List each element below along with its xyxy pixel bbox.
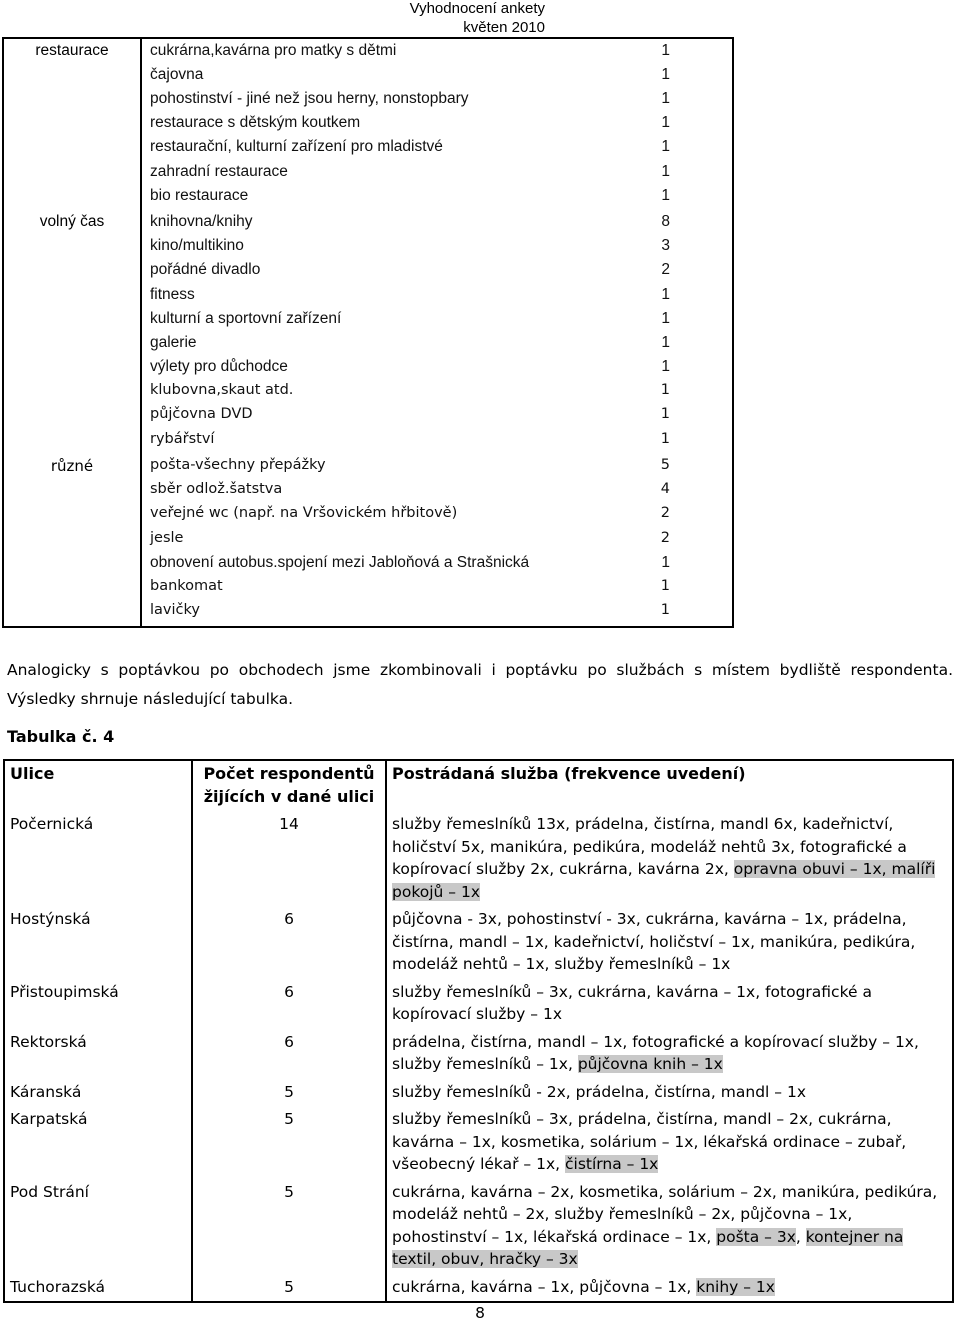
- table-row: [4, 1106, 953, 1179]
- table-row: [4, 906, 953, 979]
- service-text: půjčovna - 3x, pohostinství - 3x, cukrárna, kavárna – 1x, prádelna, čistírna, mandl – 1x, kadeřnictví, holičství – 1x, manikúra, pedikúra, modeláž nehtů – 1x, služby řemeslníků – 1x: [392, 910, 916, 973]
- services-table-2: [3, 759, 954, 1303]
- table-row: [150, 163, 670, 187]
- highlighted-service: pošta – 3x: [716, 1227, 796, 1246]
- table-row: [150, 334, 670, 358]
- respondent-count: 6: [192, 1029, 386, 1079]
- service-name: zahradní restaurace: [150, 163, 288, 180]
- table-caption: Tabulka č. 4: [7, 727, 115, 746]
- service-text: cukrárna, kavárna – 1x, půjčovna – 1x,: [392, 1277, 697, 1296]
- table-row: [150, 187, 670, 211]
- table-row: [150, 42, 670, 66]
- service-name: klubovna,skaut atd.: [150, 382, 294, 398]
- service-count: 1: [661, 358, 670, 375]
- service-count: 3: [661, 237, 670, 254]
- highlighted-service: knihy – 1x: [696, 1277, 775, 1296]
- respondent-count: 5: [192, 1274, 386, 1303]
- street-name: Počernická: [4, 811, 192, 906]
- table-row: [150, 138, 670, 162]
- table-header-row: [4, 760, 953, 811]
- table-row: [150, 457, 670, 481]
- service-name: jesle: [150, 530, 184, 546]
- street-name: Přistoupimská: [4, 979, 192, 1029]
- table-row: [150, 406, 670, 430]
- service-count: 8: [661, 213, 670, 230]
- table-row: [150, 261, 670, 285]
- service-count: 1: [661, 286, 670, 303]
- service-count: 4: [660, 481, 670, 497]
- service-text: ,: [795, 1227, 806, 1246]
- service-count: 1: [661, 42, 670, 59]
- table-row: [150, 431, 670, 455]
- service-count: 1: [660, 382, 670, 398]
- highlighted-service: kontejner na textil, obuv, hračky – 3x: [392, 1227, 904, 1268]
- table-row: [150, 213, 670, 237]
- respondent-count: 5: [192, 1106, 386, 1179]
- table-row: [4, 811, 953, 906]
- category-label: volný čas: [39, 213, 105, 230]
- header-date: květen 2010: [463, 19, 545, 36]
- service-name: knihovna/knihy: [150, 213, 253, 230]
- table-row: [150, 66, 670, 90]
- missing-services: [386, 1274, 953, 1303]
- service-count: 2: [660, 505, 670, 521]
- service-name: veřejné wc (např. na Vršovickém hřbitově): [150, 505, 458, 521]
- table-row: [150, 505, 670, 529]
- table-row: [150, 382, 670, 406]
- service-count: 2: [661, 261, 670, 278]
- table-row: [150, 530, 670, 554]
- table-row: [150, 358, 670, 382]
- service-name: sběr odlož.šatstva: [150, 481, 283, 497]
- table-row: [4, 1029, 953, 1079]
- service-name: čajovna: [150, 66, 204, 83]
- service-text: služby řemeslníků – 3x, cukrárna, kavárna – 1x, fotografické a kopírovací služby – 1x: [392, 982, 872, 1023]
- service-name: pořádné divadlo: [150, 261, 261, 278]
- service-name: pošta-všechny přepážky: [150, 457, 326, 473]
- service-name: obnovení autobus.spojení mezi Jabloňová a Strašnická: [150, 554, 530, 571]
- service-count: 2: [660, 530, 670, 546]
- missing-services: [386, 979, 953, 1029]
- service-name: bankomat: [150, 578, 223, 594]
- service-count: 1: [660, 406, 670, 422]
- services-table-1: [2, 37, 734, 628]
- table-row: [4, 1079, 953, 1107]
- service-name: restaurační, kulturní zařízení pro mladistvé: [150, 138, 443, 155]
- service-count: 1: [661, 138, 670, 155]
- street-name: Rektorská: [4, 1029, 192, 1079]
- service-name: galerie: [150, 334, 197, 351]
- service-name: pohostinství - jiné než jsou herny, nonstopbary: [150, 90, 469, 107]
- service-name: restaurace s dětským koutkem: [150, 114, 361, 131]
- table-row: [150, 554, 670, 578]
- missing-services: [386, 1079, 953, 1107]
- header-street: Ulice: [4, 760, 192, 811]
- service-name: výlety pro důchodce: [150, 358, 288, 375]
- service-count: 1: [661, 66, 670, 83]
- highlighted-service: čistírna – 1x: [565, 1155, 659, 1173]
- missing-services: [386, 1029, 953, 1079]
- table-row: [150, 237, 670, 261]
- service-text: služby řemeslníků - 2x, prádelna, čistírna, mandl – 1x: [392, 1082, 806, 1101]
- service-count: 1: [660, 578, 670, 594]
- header-respondents: Počet respondentů žijících v dané ulici: [192, 760, 386, 811]
- service-count: 1: [661, 90, 670, 107]
- table-row: [150, 481, 670, 505]
- service-name: kulturní a sportovní zařízení: [150, 310, 342, 327]
- service-count: 1: [661, 334, 670, 351]
- table-row: [150, 578, 670, 602]
- respondent-count: 5: [192, 1179, 386, 1274]
- street-name: Pod Strání: [4, 1179, 192, 1274]
- intro-paragraph: Analogicky s poptávkou po obchodech jsme zkombinovali i poptávku po službách s místem bydliště respondenta. Výsledky shrnuje následující tabulka.: [7, 661, 953, 708]
- highlighted-service: opravna obuvi – 1x, malíři pokojů – 1x: [392, 860, 936, 901]
- table-row: [4, 979, 953, 1029]
- service-name: fitness: [150, 286, 195, 303]
- street-name: Karpatská: [4, 1106, 192, 1179]
- table-row: [150, 90, 670, 114]
- header-services: Postrádaná služba (frekvence uvedení): [386, 760, 953, 811]
- respondent-count: 6: [192, 906, 386, 979]
- street-name: Tuchorazská: [4, 1274, 192, 1303]
- service-text: služby řemeslníků – 3x, prádelna, čistírna, mandl – 2x, cukrárna, kavárna – 1x, kosmetika, solárium – 1x, lékařská ordinace – zubař, všeobecný lékař – 1x,: [392, 1110, 907, 1173]
- service-name: lavičky: [150, 602, 200, 618]
- service-count: 1: [661, 163, 670, 180]
- table-row: [4, 1274, 953, 1303]
- service-count: 1: [660, 431, 670, 447]
- service-text: prádelna, čistírna, mandl – 1x, fotografické a kopírovací služby – 1x, služby řemeslníků – 1x,: [392, 1032, 919, 1073]
- service-name: půjčovna DVD: [150, 406, 253, 422]
- service-count: 5: [660, 457, 670, 473]
- service-name: bio restaurace: [150, 187, 249, 204]
- table-row: [150, 602, 670, 626]
- page-number: 8: [475, 1304, 485, 1322]
- table-row: [150, 310, 670, 334]
- highlighted-service: půjčovna knih – 1x: [577, 1055, 723, 1073]
- service-count: 1: [660, 602, 670, 618]
- table-row: [4, 1179, 953, 1274]
- service-count: 1: [661, 554, 670, 571]
- missing-services: [386, 1106, 953, 1179]
- category-label: různé: [50, 457, 94, 475]
- missing-services: [386, 906, 953, 979]
- missing-services: [386, 1179, 953, 1274]
- street-name: Káranská: [4, 1079, 192, 1107]
- category-label: restaurace: [35, 42, 109, 59]
- missing-services: [386, 811, 953, 906]
- respondent-count: 5: [192, 1079, 386, 1107]
- street-name: Hostýnská: [4, 906, 192, 979]
- respondent-count: 14: [192, 811, 386, 906]
- service-name: cukrárna,kavárna pro matky s dětmi: [150, 42, 397, 59]
- service-count: 1: [661, 310, 670, 327]
- service-text: služby řemeslníků 13x, prádelna, čistírna, mandl 6x, kadeřnictví, holičství 5x, manikúra, pedikúra, modeláž nehtů 3x, fotografické a kopírovací služby 2x, cukrárna, kavárna 2x,: [392, 815, 907, 878]
- service-count: 1: [661, 187, 670, 204]
- header-title: Vyhodnocení ankety: [409, 0, 545, 17]
- column-divider: [140, 39, 142, 626]
- service-count: 1: [661, 114, 670, 131]
- table-row: [150, 286, 670, 310]
- service-name: kino/multikino: [150, 237, 244, 254]
- service-text: cukrárna, kavárna – 2x, kosmetika, solárium – 2x, manikúra, pedikúra, modeláž nehtů – 2x, služby řemeslníků – 2x, půjčovna – 1x, pohostinství – 1x, lékařská ordinace – 1x,: [392, 1182, 938, 1246]
- service-name: rybářství: [150, 431, 215, 447]
- respondent-count: 6: [192, 979, 386, 1029]
- table-row: [150, 114, 670, 138]
